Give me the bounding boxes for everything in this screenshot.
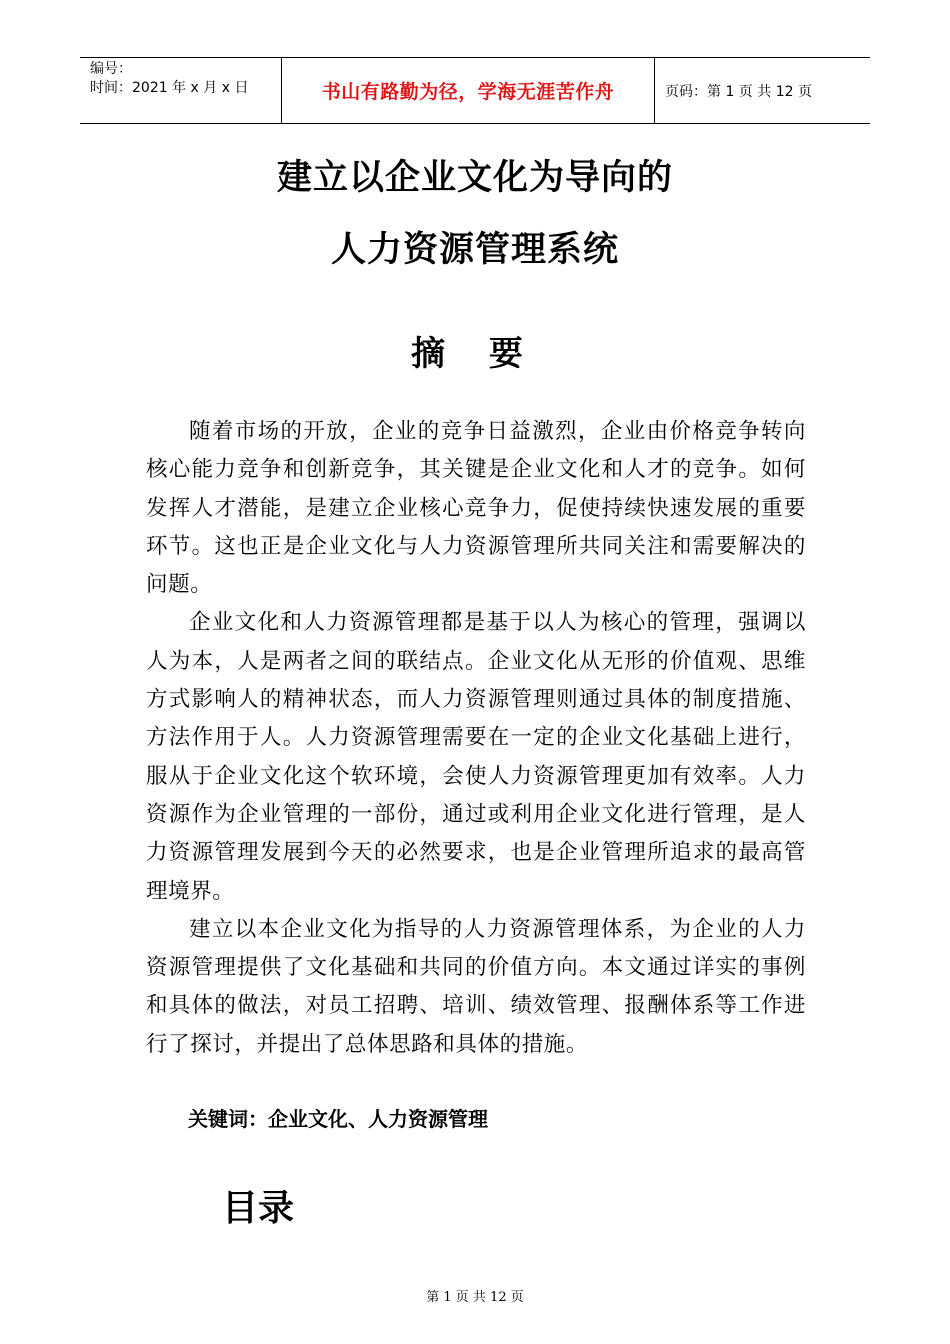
page-info-text: 页码：第 1 页 共 12 页 (665, 83, 812, 100)
page-footer (0, 1286, 950, 1305)
abstract-paragraph: 随着市场的开放，企业的竞争日益激烈，企业由价格竞争转向核心能力竞争和创新竞争，其关键是企业文化和人才的竞争。如何发挥人才潜能，是建立企业核心竞争力，促使持续快速发展的重要环节。这也正是企业文化与人力资源管理所共同关注和需要解决的问题。 (146, 419, 806, 598)
page-header (80, 57, 870, 124)
abstract-paragraph: 企业文化和人力资源管理都是基于以人为核心的管理，强调以人为本，人是两者之间的联结点。企业文化从无形的价值观、思维方式影响人的精神状态，而人力资源管理则通过具体的制度措施、方法作用于人。人力资源管理需要在一定的企业文化基础上进行，服从于企业文化这个软环境，会使人力资源管理更加有效率。人力资源作为企业管理的一部份，通过或利用企业文化进行管理，是人力资源管理发展到今天的必然要求，也是企业管理所追求的最高管理境界。 (146, 610, 806, 904)
motto-text: 书山有路勤为径，学海无涯苦作舟 (321, 81, 615, 103)
toc-heading: 目录 (222, 1188, 295, 1229)
header-page-info (655, 58, 870, 123)
header-meta (80, 58, 281, 123)
header-motto (281, 58, 655, 123)
document-title-line-2: 人力资源管理系统 (330, 230, 619, 270)
document-time-label: 时间：2021 年 x 月 x 日 (90, 80, 249, 96)
abstract-paragraph: 建立以本企业文化为指导的人力资源管理体系，为企业的人力资源管理提供了文化基础和共同的价值方向。本文通过详实的事例和具体的做法，对员工招聘、培训、绩效管理、报酬体系等工作进行了探讨，并提出了总体思路和具体的措施。 (146, 916, 806, 1057)
keywords: 关键词：企业文化、人力资源管理 (188, 1107, 488, 1131)
document-title-line-1: 建立以企业文化为导向的 (276, 158, 673, 198)
footer-page-number: 第 1 页 共 12 页 (426, 1290, 524, 1305)
document-number-label: 编号： (90, 61, 132, 77)
abstract-heading: 摘 要 (411, 334, 539, 374)
abstract-body (146, 413, 806, 1064)
